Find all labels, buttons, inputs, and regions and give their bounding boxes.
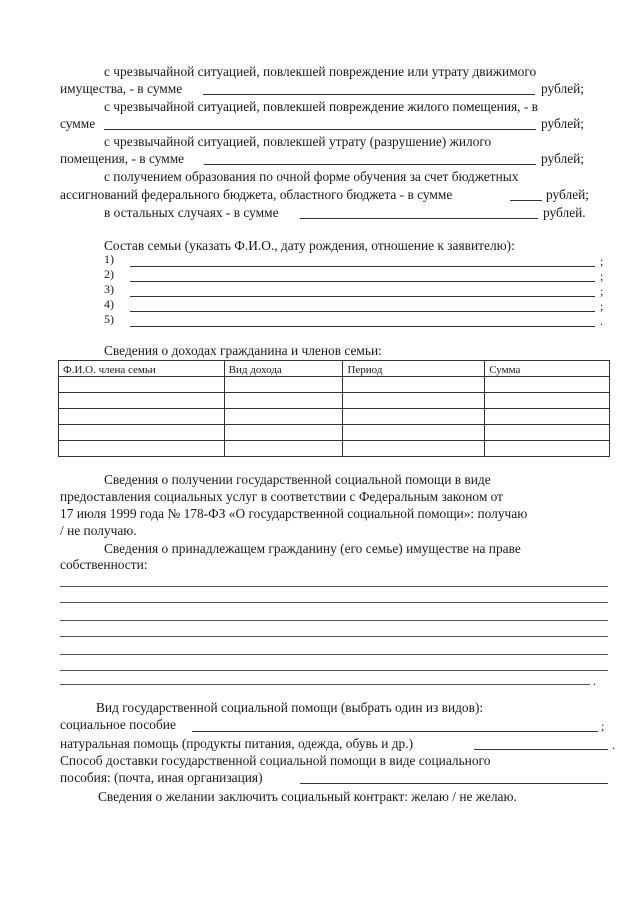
- income-table: [58, 360, 610, 457]
- assistance-line2: предоставления социальных услуг в соответствии с Федеральным законом от: [60, 489, 504, 504]
- table-row: [59, 377, 610, 393]
- table-cell[interactable]: [343, 377, 485, 393]
- table-row: [59, 393, 610, 409]
- p2-line1: с чрезвычайной ситуацией, повлекшей повреждение жилого помещения, - в: [104, 99, 538, 114]
- p1-line2-tail: рублей;: [541, 81, 585, 96]
- table-cell[interactable]: [224, 377, 343, 393]
- income-col-period: Период: [343, 361, 485, 377]
- assistance-line4: / не получаю.: [60, 523, 137, 538]
- table-cell[interactable]: [485, 425, 610, 441]
- table-cell[interactable]: [224, 409, 343, 425]
- family-number-1: 1): [104, 252, 114, 266]
- table-cell[interactable]: [224, 441, 343, 457]
- income-col-sum: Сумма: [485, 361, 610, 377]
- property-end: .: [593, 674, 596, 688]
- property-line-field[interactable]: [60, 636, 608, 637]
- table-row: [59, 409, 610, 425]
- property-line-field[interactable]: [60, 670, 608, 671]
- family-end-5: .: [600, 314, 603, 328]
- table-cell[interactable]: [59, 393, 225, 409]
- in-kind-field[interactable]: [474, 749, 608, 750]
- family-end-4: ;: [600, 299, 604, 313]
- family-end-1: ;: [600, 254, 604, 268]
- table-cell[interactable]: [485, 441, 610, 457]
- p4-line2-tail: рублей;: [546, 187, 590, 202]
- family-end-3: ;: [600, 284, 604, 298]
- table-cell[interactable]: [343, 441, 485, 457]
- table-cell[interactable]: [343, 409, 485, 425]
- family-number-2: 2): [104, 267, 114, 281]
- table-row: [59, 441, 610, 457]
- in-kind-end: .: [612, 738, 615, 752]
- table-cell[interactable]: [224, 393, 343, 409]
- property-line-field[interactable]: [60, 586, 608, 587]
- table-cell[interactable]: [59, 409, 225, 425]
- property-line-field[interactable]: [60, 654, 608, 655]
- p2-line2-lead: сумме: [60, 116, 96, 131]
- p4-line2-lead: ассигнований федерального бюджета, областного бюджета - в сумме: [60, 187, 453, 202]
- table-row: [59, 425, 610, 441]
- family-member-2-field[interactable]: [130, 281, 595, 282]
- income-heading: Сведения о доходах гражданина и членов семьи:: [104, 343, 382, 358]
- social-benefit-field[interactable]: [192, 731, 598, 732]
- table-cell[interactable]: [59, 425, 225, 441]
- table-cell[interactable]: [59, 377, 225, 393]
- help-type-heading: Вид государственной социальной помощи (выбрать один из видов):: [96, 700, 484, 715]
- income-col-type: Вид дохода: [224, 361, 343, 377]
- p2-line2-tail: рублей;: [541, 116, 585, 131]
- p3-line1: с чрезвычайной ситуацией, повлекшей утрату (разрушение) жилого: [104, 134, 492, 149]
- delivery-line1: Способ доставки государственной социальной помощи в виде социального: [60, 753, 491, 768]
- family-number-3: 3): [104, 282, 114, 296]
- p5-lead: в остальных случаях - в сумме: [104, 205, 279, 220]
- table-cell[interactable]: [343, 393, 485, 409]
- property-line-field[interactable]: [60, 602, 608, 603]
- p1-line1: с чрезвычайной ситуацией, повлекшей повреждение или утрату движимого: [104, 64, 537, 79]
- p1-line2-lead: имущества, - в сумме: [60, 81, 183, 96]
- income-table-header: [59, 361, 610, 377]
- housing-damage-amount-field[interactable]: [104, 129, 536, 130]
- family-number-5: 5): [104, 312, 114, 326]
- p3-line2-lead: помещения, - в сумме: [60, 151, 185, 166]
- table-cell[interactable]: [485, 393, 610, 409]
- social-benefit-end: ;: [601, 719, 605, 733]
- social-benefit-label: социальное пособие: [60, 717, 176, 732]
- table-cell[interactable]: [343, 425, 485, 441]
- education-amount-field[interactable]: [510, 200, 542, 201]
- table-cell[interactable]: [485, 409, 610, 425]
- family-member-4-field[interactable]: [130, 311, 595, 312]
- other-cases-amount-field[interactable]: [300, 218, 538, 219]
- property-line-field[interactable]: [60, 620, 608, 621]
- in-kind-label: натуральная помощь (продукты питания, одежда, обувь и др.): [60, 736, 414, 751]
- assistance-line1: Сведения о получении государственной социальной помощи в виде: [104, 472, 491, 487]
- delivery-method-field[interactable]: [300, 783, 608, 784]
- housing-loss-amount-field[interactable]: [204, 164, 536, 165]
- table-cell[interactable]: [59, 441, 225, 457]
- table-cell[interactable]: [485, 377, 610, 393]
- delivery-line2: пособия: (почта, иная организация): [60, 770, 263, 785]
- income-col-name: Ф.И.О. члена семьи: [59, 361, 225, 377]
- family-heading: Состав семьи (указать Ф.И.О., дату рождения, отношение к заявителю):: [104, 238, 515, 253]
- social-contract-line: Сведения о желании заключить социальный контракт: желаю / не желаю.: [98, 789, 517, 804]
- p4-line1: с получением образования по очной форме обучения за счет бюджетных: [104, 169, 519, 184]
- assistance-line3: 17 июля 1999 года № 178-ФЗ «О государственной социальной помощи»: получаю: [60, 506, 528, 521]
- family-member-1-field[interactable]: [130, 266, 595, 267]
- p5-tail: рублей.: [543, 205, 586, 220]
- movable-property-amount-field[interactable]: [203, 94, 535, 95]
- table-cell[interactable]: [224, 425, 343, 441]
- family-member-3-field[interactable]: [130, 296, 595, 297]
- property-line-field[interactable]: [60, 684, 590, 685]
- family-member-5-field[interactable]: [130, 326, 595, 327]
- p3-line2-tail: рублей;: [541, 151, 585, 166]
- family-end-2: ;: [600, 269, 604, 283]
- property-line2: собственности:: [60, 557, 148, 572]
- property-line1: Сведения о принадлежащем гражданину (его семье) имуществе на праве: [104, 541, 521, 556]
- family-number-4: 4): [104, 297, 114, 311]
